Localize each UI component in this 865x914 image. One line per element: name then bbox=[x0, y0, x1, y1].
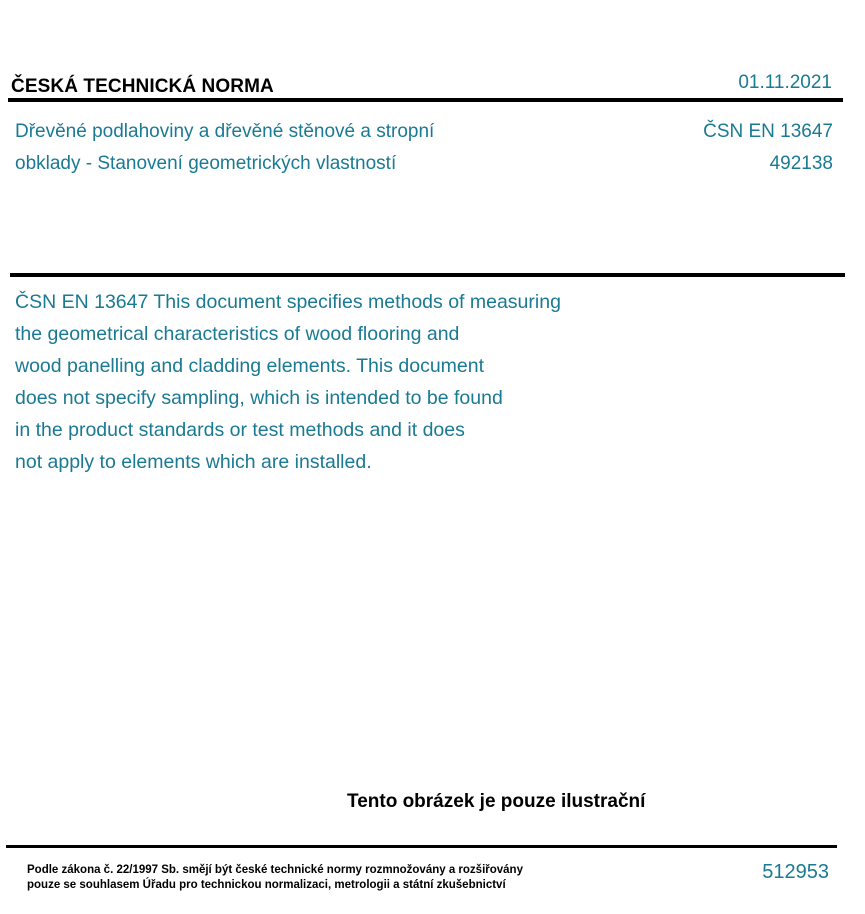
footer-divider bbox=[6, 845, 837, 848]
catalog-code: 512953 bbox=[762, 861, 829, 883]
document-title bbox=[15, 116, 535, 180]
legal-notice-line-2: pouze se souhlasem Úřadu pro technickou normalizaci, metrologii a státní zkušebnictví bbox=[27, 879, 506, 891]
issue-date: 01.11.2021 bbox=[738, 72, 832, 93]
document-title-line-1: Dřevěné podlahoviny a dřevěné stěnové a stropní bbox=[15, 121, 435, 142]
legal-notice bbox=[27, 863, 627, 893]
class-code: 492138 bbox=[769, 153, 833, 174]
legal-notice-line-1: Podle zákona č. 22/1997 Sb. smějí být české technické normy rozmnožovány a rozšiřovány bbox=[27, 864, 523, 876]
section-divider bbox=[10, 273, 845, 277]
illustration-note: Tento obrázek je pouze ilustrační bbox=[347, 791, 646, 812]
document-abstract: ČSN EN 13647 This document specifies methods of measuring the geometrical characteristics of wood flooring and wood panelling and cladding elements. This document does not specify sampling, which is intended to be found in the product standards or test methods and it does not apply to elements which are installed. bbox=[15, 291, 561, 473]
header-divider bbox=[8, 98, 843, 102]
standard-identifier bbox=[703, 116, 833, 180]
document-title-line-2: obklady - Stanovení geometrických vlastností bbox=[15, 153, 397, 174]
page-header-title: ČESKÁ TECHNICKÁ NORMA bbox=[11, 76, 274, 97]
standard-number: ČSN EN 13647 bbox=[703, 121, 833, 142]
